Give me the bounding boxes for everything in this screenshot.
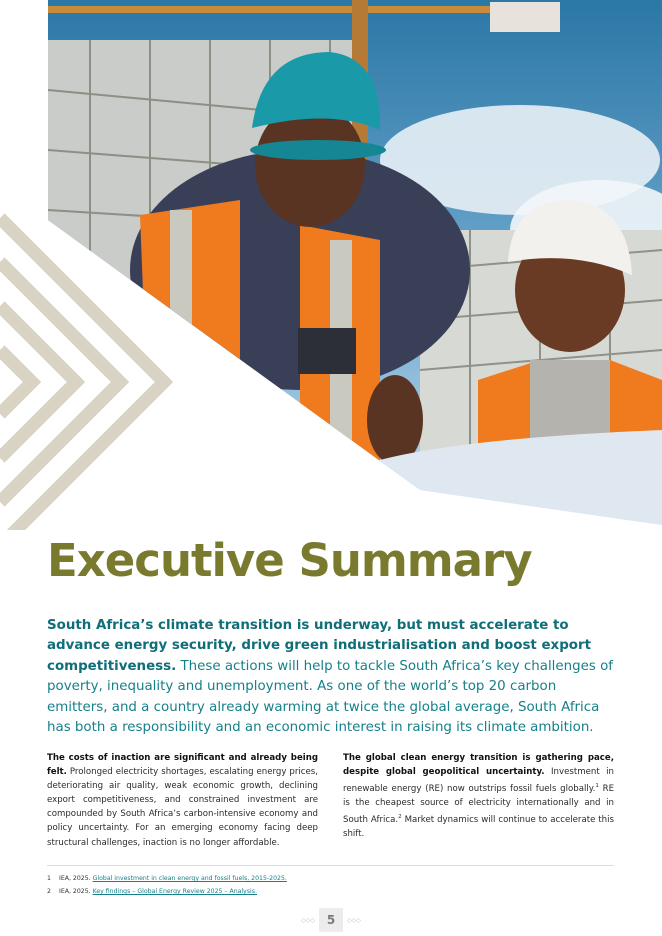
lead-paragraph [47,616,617,738]
lead-bold: South Africa’s climate transition is underway, but must accelerate to advance energy security, drive green industrialisation and boost export competitiveness. [47,618,591,674]
right-column-text-1: Investment in renewable energy (RE) now outstrips fossil fuels globally. [343,767,614,795]
page-number-area [0,908,662,934]
footnote-source: IEA, 2025. [59,888,91,895]
body-column-left [47,751,318,850]
page-ornament-right-icon: ◇◇◇ [347,916,361,924]
footnote-1 [47,875,287,882]
footnote-number: 2 [47,888,51,895]
footnote-2 [47,888,257,895]
right-column-text-2: RE is the cheapest source of electricity internationally and in South Africa. [343,784,614,826]
footnote-number: 1 [47,875,51,882]
left-column-text: Prolonged electricity shortages, escalating energy prices, deteriorating air quality, weak economic growth, declining export competitiveness, and constrained investment are compounded by South Africa’s carbon-intensive economy and policy uncertainty. For an emerging economy facing deep structural challenges, inaction is no longer affordable. [47,767,318,848]
right-column-text-3: Market dynamics will continue to accelerate this shift. [343,815,614,840]
page-ornament-left-icon: ◇◇◇ [301,916,315,924]
page-number: 5 [319,908,343,932]
lead-text: These actions will help to tackle South Africa’s key challenges of poverty, inequality and unemployment. As one of the world’s top 20 carbon emitters, and a country already warming at twice the global average, South Africa has both a responsibility and an economic interest in raising its climate ambition. [47,658,613,736]
footnote-divider [47,865,614,866]
right-column-bold: The global clean energy transition is gathering pace, despite global geopolitical uncertainty. [343,753,614,778]
footnote-link[interactable]: Key findings – Global Energy Review 2025 – Analysis. [92,888,257,895]
footnote-ref-1[interactable]: 1 [595,783,599,790]
left-column-bold: The costs of inaction are significant and already being felt. [47,753,318,778]
page-title: Executive Summary [47,534,532,587]
body-column-right [343,751,614,841]
footnote-ref-2[interactable]: 2 [398,814,402,821]
footnote-source: IEA, 2025. [59,875,91,882]
footnote-link[interactable]: Global investment in clean energy and fossil fuels, 2015-2025. [92,875,287,882]
